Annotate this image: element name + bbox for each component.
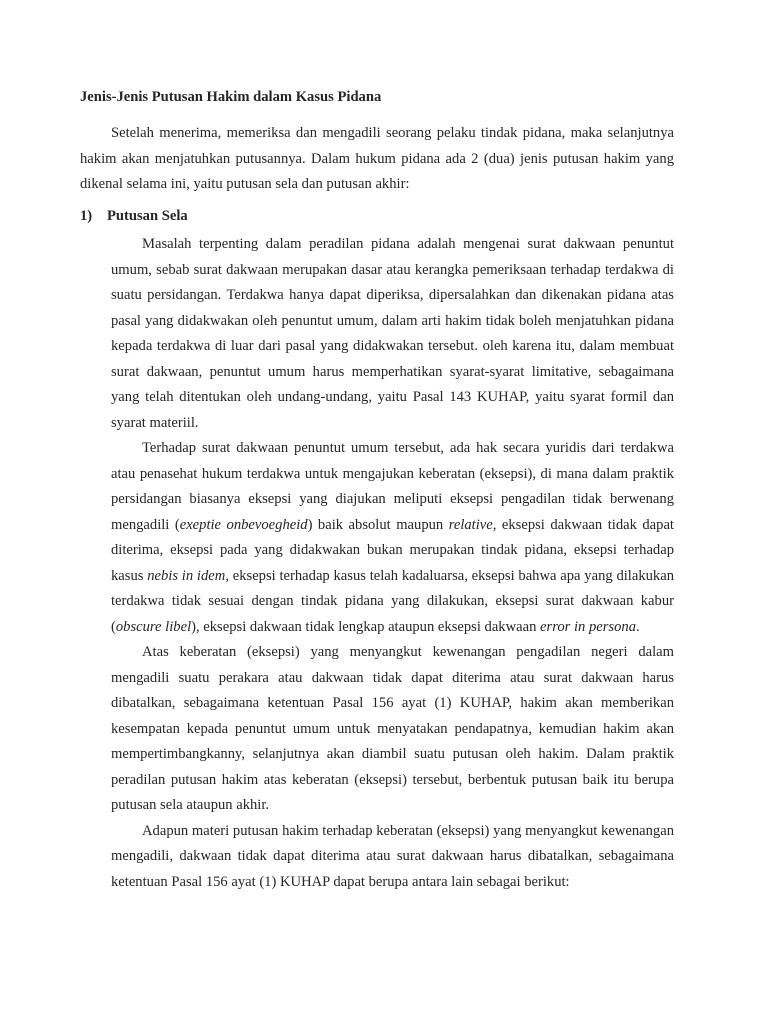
italic-term-exeptie: exeptie onbevoegheid <box>179 516 308 533</box>
italic-term-obscure-libel: obscure libel <box>115 618 192 635</box>
section-heading <box>80 206 188 226</box>
paragraph-2-text-2: ) baik absolut maupun <box>307 516 449 533</box>
paragraph-2-text-5: ), eksepsi dakwaan tidak lengkap ataupun eksepsi dakwaan <box>191 618 541 635</box>
paragraph-1: Masalah terpenting dalam peradilan pidana adalah mengenai surat dakwaan penuntut umum, sebab surat dakwaan merupakan dasar atau kerangka pemeriksaan terhadap terdakwa di suatu persidangan. Terdakwa hanya dapat diperiksa, dipersalahkan dan dikenakan pidana atas pasal yang didakwakan oleh penuntut umum, dalam arti hakim tidak boleh menjatuhkan pidana kepada terdakwa di luar dari pasal yang didakwakan tersebut. oleh karena itu, dalam membuat surat dakwaan, penuntut umum harus memperhatikan syarat-syarat limitative, sebagaimana yang telah ditentukan oleh undang-undang, yaitu Pasal 143 KUHAP, yaitu syarat formil dan syarat materiil. <box>111 236 674 431</box>
italic-term-nebis-in-idem: nebis in idem <box>147 567 226 584</box>
paragraph-2-text-1: Terhadap surat dakwaan penuntut umum tersebut, ada hak secara yuridis dari terdakwa atau penasehat hukum terdakwa untuk mengajukan keberatan (eksepsi), di mana dalam praktik persidangan biasanya eksepsi yang diajukan meliputi eksepsi pengadilan tidak berwenang mengadili ( <box>111 440 674 533</box>
section-heading-text: Putusan Sela <box>107 208 188 224</box>
paragraph-2 <box>111 436 674 640</box>
italic-term-error-in-persona: error in persona <box>540 618 636 635</box>
document-title: Jenis-Jenis Putusan Hakim dalam Kasus Pidana <box>80 89 382 105</box>
section-body <box>111 232 674 895</box>
intro-paragraph: Setelah menerima, memeriksa dan mengadili seorang pelaku tindak pidana, maka selanjutnya hakim akan menjatuhkan putusannya. Dalam hukum pidana ada 2 (dua) jenis putusan hakim yang dikenal selama ini, yaitu putusan sela dan putusan akhir: <box>80 125 674 192</box>
paragraph-4: Adapun materi putusan hakim terhadap keberatan (eksepsi) yang menyangkut kewenangan mengadili, dakwaan tidak dapat diterima atau surat dakwaan harus dibatalkan, sebagaimana ketentuan Pasal 156 ayat (1) KUHAP dapat berupa antara lain sebagai berikut: <box>111 822 674 890</box>
italic-term-relative: relative <box>448 516 493 533</box>
section-number: 1) <box>80 208 93 224</box>
paragraph-2-text-6: . <box>636 618 640 635</box>
paragraph-2-text-3: , eksepsi dakwaan tidak dapat diterima, eksepsi pada yang didakwakan bukan merupakan tindak pidana, eksepsi terhadap kasus <box>111 516 674 584</box>
paragraph-3: Atas keberatan (eksepsi) yang menyangkut kewenangan pengadilan negeri dalam mengadili suatu perakara atau dakwaan tidak dapat diterima atau surat dakwaan harus dibatalkan, sebagaimana ketentuan Pasal 156 ayat (1) KUHAP, hakim akan memberikan kesempatan kepada penuntut umum untuk menyatakan pendapatnya, kemudian hakim akan mempertimbangkanny, selanjutnya akan diambil suatu putusan oleh hakim. Dalam praktik peradilan putusan hakim atas keberatan (eksepsi) tersebut, berbentuk putusan baik itu berupa putusan sela ataupun akhir. <box>111 644 674 813</box>
paragraph-2-text-4: , eksepsi terhadap kasus telah kadaluarsa, eksepsi bahwa apa yang dilakukan terdakwa tidak sesuai dengan tindak pidana yang dilakukan, eksepsi surat dakwaan kabur ( <box>111 567 674 635</box>
